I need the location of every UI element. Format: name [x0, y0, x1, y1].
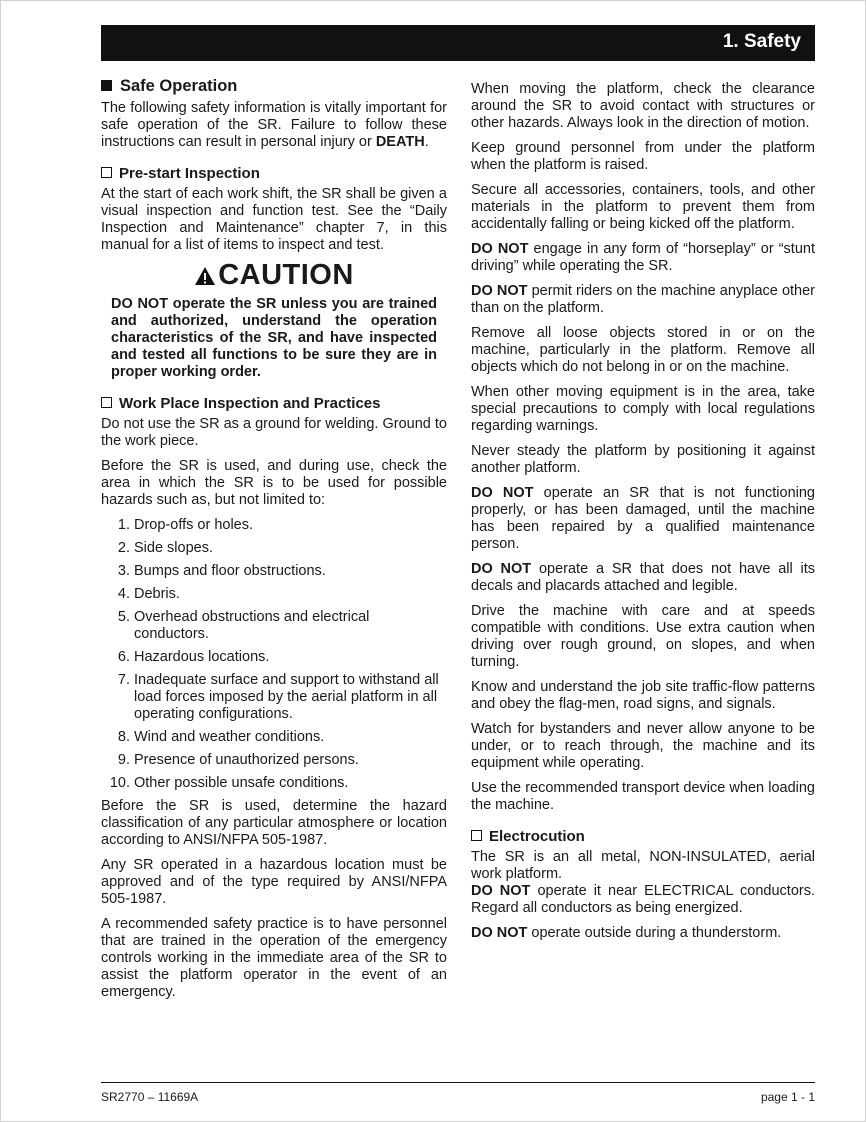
right-p8: Never steady the platform by positioning it against another platform. [471, 443, 815, 476]
header-bar [101, 25, 815, 61]
right-p13: Watch for bystanders and never allow anyone to be under, or to reach through, the machine and its equipment while operating. [471, 721, 815, 771]
intro-end: . [424, 134, 429, 150]
electro-p3-text: operate outside during a thunderstorm. [527, 925, 782, 941]
right-p14: Use the recommended transport device when loading the machine. [471, 780, 815, 813]
list-number: 3. [117, 563, 130, 579]
list-number: 6. [117, 649, 130, 665]
list-text: Bumps and floor obstructions. [134, 563, 326, 579]
list-text: Overhead obstructions and electrical conductors. [134, 609, 370, 642]
list-text: Inadequate surface and support to withstand all load forces imposed by the aerial platform in all operating configurations. [134, 672, 439, 722]
intro-text: The following safety information is vitally important for safe operation of the SR. Failure to follow these instructions can result in personal injury or [101, 100, 447, 150]
list-item [101, 672, 447, 723]
list-item [101, 563, 447, 580]
right-p11: Drive the machine with care and at speeds compatible with conditions. Use extra caution when driving over rough ground, on slopes, and when turning. [471, 603, 815, 670]
list-item [101, 586, 447, 603]
caution-title: CAUTION [218, 259, 354, 291]
section-title: Safe Operation [120, 77, 238, 95]
footer-rule [101, 1082, 815, 1083]
right-p2: Keep ground personnel from under the platform when the platform is raised. [471, 140, 815, 173]
left-column [101, 78, 447, 1009]
list-item [101, 609, 447, 643]
list-number: 4. [117, 586, 130, 602]
workplace-p5: A recommended safety practice is to have personnel that are trained in the operation of the emergency controls working in the immediate area of the SR to assist the platform operator in the event of an emergency. [101, 916, 447, 1000]
electrocution-title: Electrocution [489, 828, 585, 845]
list-text: Side slopes. [134, 540, 213, 556]
right-column [471, 81, 815, 950]
right-p10 [471, 561, 815, 595]
list-text: Drop-offs or holes. [134, 517, 254, 533]
right-p5 [471, 283, 815, 317]
right-p9-text: operate an SR that is not functioning properly, or has been damaged, until the machine has been repaired by a qualified maintenance person. [471, 485, 815, 552]
list-number: 10. [109, 775, 130, 791]
hazard-list [101, 517, 447, 792]
right-p3: Secure all accessories, containers, tools, and other materials in the platform to prevent them from accidentally falling or being kicked off the platform. [471, 182, 815, 232]
right-p1: When moving the platform, check the clearance around the SR to avoid contact with structures or other hazards. Always look in the direction of motion. [471, 81, 815, 131]
do-not-emphasis: DO NOT [471, 283, 528, 299]
list-item [101, 775, 447, 792]
section-heading [101, 78, 447, 95]
list-text: Hazardous locations. [134, 649, 270, 665]
do-not-emphasis: DO NOT [471, 883, 531, 899]
electro-p3 [471, 925, 815, 942]
right-p4 [471, 241, 815, 275]
workplace-p2: Before the SR is used, and during use, check the area in which the SR is to be used for possible hazards such as, but not limited to: [101, 458, 447, 508]
list-text: Presence of unauthorized persons. [134, 752, 359, 768]
list-number: 2. [117, 540, 130, 556]
list-number: 7. [117, 672, 130, 688]
checkbox-square-icon [101, 397, 112, 408]
electro-p2-text: operate it near ELECTRICAL conductors. Regard all conductors as being energized. [471, 883, 815, 916]
list-item [101, 649, 447, 666]
list-item [101, 752, 447, 769]
right-p10-text: operate a SR that does not have all its decals and placards attached and legible. [471, 561, 815, 594]
list-number: 8. [117, 729, 130, 745]
right-p7: When other moving equipment is in the area, take special precautions to comply with local regulations regarding warnings. [471, 384, 815, 434]
right-p6: Remove all loose objects stored in or on the machine, particularly in the platform. Remove all objects which do not belong in or on the machine. [471, 325, 815, 375]
list-text: Other possible unsafe conditions. [134, 775, 349, 791]
workplace-p4: Any SR operated in a hazardous location must be approved and of the type required by ANSI/NFPA 505-1987. [101, 857, 447, 907]
chapter-title: 1. Safety [722, 31, 801, 52]
do-not-emphasis: DO NOT [471, 485, 534, 501]
checkbox-square-icon [101, 167, 112, 178]
workplace-p3: Before the SR is used, determine the hazard classification of any particular atmosphere or location according to ANSI/NFPA 505-1987. [101, 798, 447, 848]
list-number: 5. [117, 609, 130, 625]
electrocution-heading [471, 828, 815, 845]
warning-triangle-icon [194, 266, 216, 286]
right-p9 [471, 485, 815, 553]
workplace-heading [101, 395, 447, 412]
list-item [101, 729, 447, 746]
right-p5-text: permit riders on the machine anyplace other than on the platform. [471, 283, 815, 316]
do-not-emphasis: DO NOT [471, 241, 529, 257]
do-not-emphasis: DO NOT [471, 925, 528, 941]
caution-heading [101, 259, 447, 291]
list-text: Wind and weather conditions. [134, 729, 325, 745]
list-item [101, 517, 447, 534]
intro-paragraph [101, 100, 447, 151]
footer-doc-id: SR2770 – 11669A [101, 1090, 199, 1104]
electro-p1: The SR is an all metal, NON-INSULATED, aerial work platform. [471, 849, 815, 882]
intro-emphasis: DEATH [375, 134, 425, 150]
list-item [101, 540, 447, 557]
list-text: Debris. [134, 586, 180, 602]
prestart-paragraph: At the start of each work shift, the SR shall be given a visual inspection and function test. See the “Daily Inspection and Maintenance” chapter 7, in this manual for a list of items to inspect and test. [101, 186, 447, 253]
do-not-emphasis: DO NOT [471, 561, 532, 577]
prestart-title: Pre-start Inspection [119, 165, 260, 182]
workplace-p1: Do not use the SR as a ground for welding. Ground to the work piece. [101, 416, 447, 449]
filled-square-icon [101, 80, 112, 91]
right-p12: Know and understand the job site traffic-flow patterns and obey the flag-men, road signs, and signals. [471, 679, 815, 712]
prestart-heading [101, 165, 447, 182]
right-p4-text: engage in any form of “horseplay” or “stunt driving” while operating the SR. [471, 241, 815, 274]
list-number: 1. [117, 517, 130, 533]
electro-p2 [471, 883, 815, 917]
workplace-title: Work Place Inspection and Practices [119, 395, 381, 412]
footer-page-number: page 1 - 1 [760, 1090, 815, 1104]
list-number: 9. [117, 752, 130, 768]
caution-body: DO NOT operate the SR unless you are trained and authorized, understand the operation characteristics of the SR, and have inspected and tested all functions to be sure they are in proper working order. [111, 296, 437, 380]
checkbox-square-icon [471, 830, 482, 841]
